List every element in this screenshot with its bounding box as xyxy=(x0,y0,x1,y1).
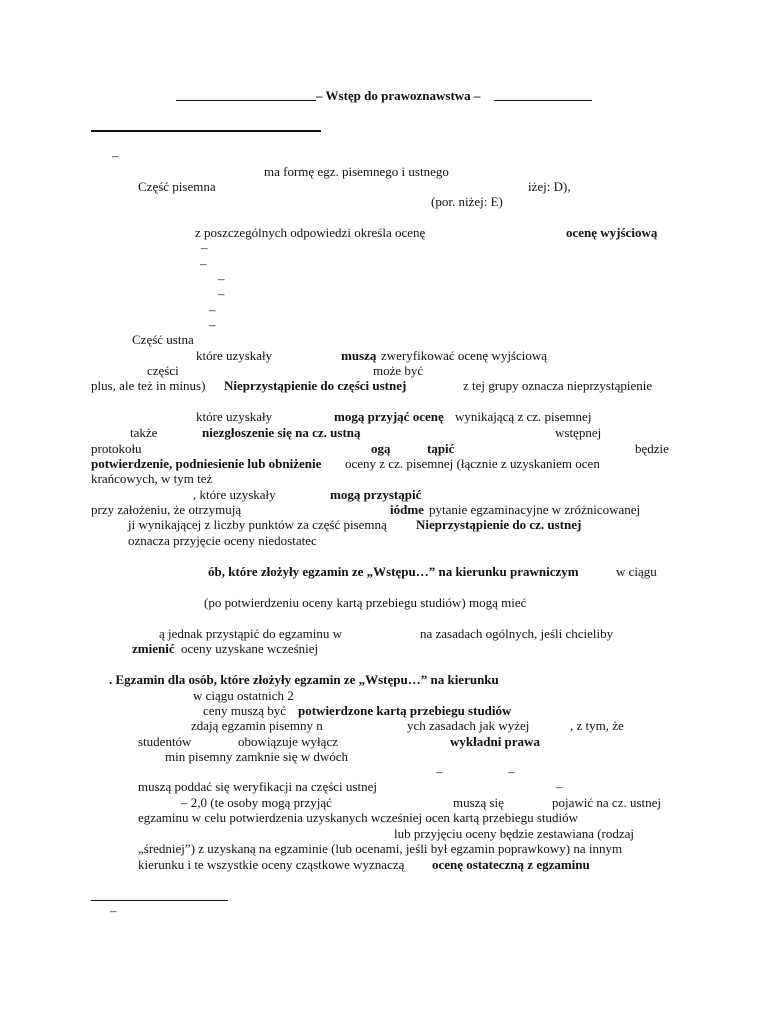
text-line: , które uzyskały xyxy=(193,487,276,502)
text-bold: niezgłoszenie się na cz. ustną xyxy=(202,425,361,440)
text-line: muszą się xyxy=(453,795,504,810)
list-dash: – xyxy=(209,302,216,317)
text-line: na zasadach ogólnych, jeśli chcieliby xyxy=(420,626,614,641)
text-line: obowiązuje wyłącz xyxy=(238,734,338,749)
text-line: ceny muszą być xyxy=(203,703,287,718)
text-line: ma formę egz. pisemnego i ustnego xyxy=(264,164,449,179)
text-line: , z tym, że xyxy=(570,718,624,733)
text-line: plus, ale też in minus) xyxy=(91,378,206,393)
text-line: kierunku i te wszystkie oceny cząstkowe wyznaczą xyxy=(138,857,405,872)
text-line: pytanie egzaminacyjne w zróżnicowanej xyxy=(429,502,641,517)
list-dash: – xyxy=(209,317,216,332)
text-line: lub przyjęciu oceny będzie zestawiana (rodzaj xyxy=(394,826,635,841)
header-rule xyxy=(91,130,321,132)
text-line: oceny uzyskane wcześniej xyxy=(181,641,319,656)
text-line: – 2,0 (te osoby mogą przyjąć xyxy=(181,795,332,810)
text-line: iżej: D), xyxy=(528,179,571,194)
text-bold: mogą przyjąć ocenę xyxy=(334,409,444,424)
text-line: (por. niżej: E) xyxy=(431,194,503,209)
text-line: w ciągu ostatnich 2 xyxy=(193,688,294,703)
list-dash: – xyxy=(508,764,515,779)
text-line: w ciągu xyxy=(616,564,657,579)
text-line: Część ustna xyxy=(132,332,194,347)
text-line: ji wynikającej z liczby punktów za część pisemną xyxy=(128,517,387,532)
list-dash: – xyxy=(200,256,207,271)
text-line: ych zasadach jak wyżej xyxy=(407,718,530,733)
list-dash: – xyxy=(201,240,208,255)
text-line: wstępnej xyxy=(555,425,602,440)
text-bold: potwierdzenie, podniesienie lub obniżenie xyxy=(91,456,322,471)
list-dash: – xyxy=(556,779,563,794)
text-bold: wykładni prawa xyxy=(450,734,540,749)
text-bold: ób, które złożyły egzamin ze „Wstępu…” na kierunku prawniczym xyxy=(208,564,579,579)
text-bold: potwierdzone kartą przebiegu studiów xyxy=(298,703,512,718)
text-line: może być xyxy=(373,363,424,378)
text-line: zweryfikować ocenę wyjściową xyxy=(381,348,548,363)
text-line: krańcowych, w tym też xyxy=(91,471,213,486)
text-bold: muszą xyxy=(341,348,377,363)
text-line: będzie xyxy=(635,441,669,456)
header-dash: – xyxy=(112,148,119,163)
text-line: Część pisemna xyxy=(138,179,216,194)
footnote-rule xyxy=(91,900,228,901)
text-line: przy założeniu, że otrzymują xyxy=(91,502,242,517)
text-bold: mogą przystąpić xyxy=(330,487,422,502)
text-line: także xyxy=(130,425,158,440)
page-title: – Wstęp do prawoznawstwa – xyxy=(316,88,481,103)
text-line: zdają egzamin pisemny n xyxy=(191,718,323,733)
section-heading: . Egzamin dla osób, które złożyły egzamin ze „Wstępu…” na kierunku xyxy=(109,672,499,687)
list-dash: – xyxy=(218,271,225,286)
text-bold: iódme xyxy=(390,502,424,517)
text-line: pojawić na cz. ustnej xyxy=(552,795,662,810)
text-bold: ocenę ostateczną z egzaminu xyxy=(432,857,590,872)
text-line: min pisemny zamknie się w dwóch xyxy=(165,749,349,764)
text-line: wynikającą z cz. pisemnej xyxy=(455,409,592,424)
text-line: z poszczególnych odpowiedzi określa ocenę xyxy=(195,225,426,240)
text-line: ą jednak przystąpić do egzaminu w xyxy=(159,626,343,641)
list-dash: – xyxy=(436,764,443,779)
text-bold: ogą xyxy=(371,441,391,456)
text-line: egzaminu w celu potwierdzenia uzyskanych wcześniej ocen kartą przebiegu studiów xyxy=(138,810,579,825)
text-bold: Nieprzystąpienie do części ustnej xyxy=(224,378,407,393)
text-line: (po potwierdzeniu oceny kartą przebiegu studiów) mogą mieć xyxy=(204,595,527,610)
text-line: które uzyskały xyxy=(196,409,273,424)
text-line: części xyxy=(147,363,179,378)
title-rule-right xyxy=(494,100,592,101)
text-line: z tej grupy oznacza nieprzystąpienie xyxy=(463,378,653,393)
text-bold: Nieprzystąpienie do cz. ustnej xyxy=(416,517,582,532)
text-line: „średniej”) z uzyskaną na egzaminie (lub ocenami, jeśli był egzamin poprawkowy) na innym xyxy=(138,841,623,856)
text-line: protokołu xyxy=(91,441,142,456)
footnote-dash: – xyxy=(110,903,117,918)
text-bold: ocenę wyjściową xyxy=(566,225,658,240)
list-dash: – xyxy=(218,286,225,301)
text-line: muszą poddać się weryfikacji na części ustnej xyxy=(138,779,377,794)
text-line: oceny z cz. pisemnej (łącznie z uzyskaniem ocen xyxy=(345,456,600,471)
text-line: studentów xyxy=(138,734,192,749)
title-rule-left xyxy=(176,100,316,101)
text-line: które uzyskały xyxy=(196,348,273,363)
text-bold: zmienić xyxy=(132,641,175,656)
text-line: oznacza przyjęcie oceny niedostatec xyxy=(128,533,317,548)
text-bold: tąpić xyxy=(427,441,455,456)
